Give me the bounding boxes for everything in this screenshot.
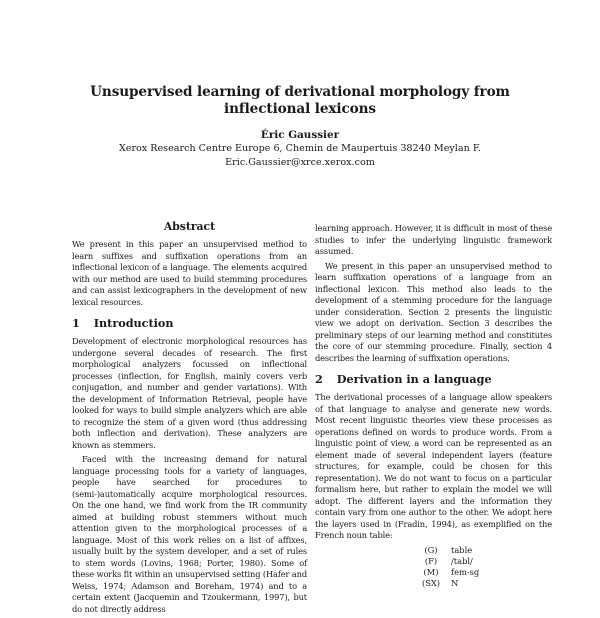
section-title: Derivation in a language xyxy=(336,372,492,386)
author-block xyxy=(60,128,540,170)
section-number: 2 xyxy=(315,372,323,386)
example-layer-code: (G) xyxy=(424,544,438,555)
example-layer-value: /tabl/ xyxy=(451,555,473,566)
example-layer-code: (M) xyxy=(423,566,439,577)
example-layer-code: (SX) xyxy=(421,577,441,588)
section-title: Introduction xyxy=(93,316,174,330)
abstract-text: We present in this paper an unsupervised method to learn suffixes and suffixation operations from an inflectional lexicon of a language. The elements acquired with our method are used to build stemming procedures and can assist lexicographers in the development of new lexical resources. xyxy=(72,239,307,307)
example-layer-value: fem-sg xyxy=(451,566,480,577)
section-heading-introduction xyxy=(72,316,307,330)
example-layer-code: (F) xyxy=(424,555,438,566)
intro-paragraph-3: learning approach. However, it is difficult in most of these studies to infer the underlying linguistic framework assumed. xyxy=(315,223,552,256)
author-name: Éric Gaussier xyxy=(260,129,340,141)
abstract-heading: Abstract xyxy=(163,220,216,233)
example-row xyxy=(411,578,552,589)
section-number: 1 xyxy=(72,316,80,330)
intro-paragraph-1: Development of electronic morphological resources has undergone several decades of research. The first morphological analyzers focussed on inflectional processes (inflection, for English, mainly covers verb conjugation, and number and gender variations). With the development of Information Retrieval, people have looked for ways to build simple analyzers which are able to recognize the stem of a given word (thus addressing both inflection and derivation). These analyzers are known as stemmers. xyxy=(72,336,307,450)
example-layer-value: table xyxy=(451,544,473,555)
intro-paragraph-4: We present in this paper an unsupervised method to learn suffixation operations of a language from an inflectional lexicon. This method also leads to the development of a stemming procedure for the language under consideration. Section 2 presents the linguistic view we adopt on derivation. Section 3 describes the preliminary steps of our learning method and constitutes the core of our stemming procedure. Finally, section 4 describes the learning of suffixation operations. xyxy=(315,260,552,363)
section-heading-derivation xyxy=(315,372,552,386)
example-layer-value: N xyxy=(451,577,459,588)
layer-example-list xyxy=(411,545,552,589)
left-column xyxy=(72,220,307,618)
example-row xyxy=(411,545,552,556)
intro-paragraph-2: Faced with the increasing demand for natural language processing tools for a variety of languages, people have searched for procedures to (semi-)automatically acquire morphological resources. On the one hand, we find work from the IR community aimed at building robust stemmers without much attention given to the morphological processes of a language. Most of this work relies on a list of affixes, usually built by the system developer, and a set of rules to stem words (Lovins, 1968; Porter, 1980). Some of these works fit within an unsupervised setting (Hafer and Weiss, 1974; Adamson and Boreham, 1974) and to a certain extent (Jacquemin and Tzoukermann, 1997), but do not directly address xyxy=(72,454,307,614)
example-row xyxy=(411,567,552,578)
example-row xyxy=(411,556,552,567)
author-affiliation: Xerox Research Centre Europe 6, Chemin de Maupertuis 38240 Meylan F. xyxy=(118,143,482,154)
paper-title: Unsupervised learning of derivational morphology from inflectional lexicons xyxy=(90,84,510,117)
author-email: Eric.Gaussier@xrce.xerox.com xyxy=(225,157,375,168)
right-column xyxy=(315,223,552,589)
derivation-paragraph: The derivational processes of a language allow speakers of that language to analyse and generate new words. Most recent linguistic theories view these processes as operations defined on words to produce words. From a linguistic point of view, a word can be represented as an element made of several independent layers (feature structures, for example, could be chosen for this representation). We do not want to focus on a particular formalism here, but rather to explain the model we will adopt. The different layers and the information they contain vary from one author to the other. We adopt here the layers used in (Fradin, 1994), as exemplified on the French noun table: xyxy=(315,392,552,540)
